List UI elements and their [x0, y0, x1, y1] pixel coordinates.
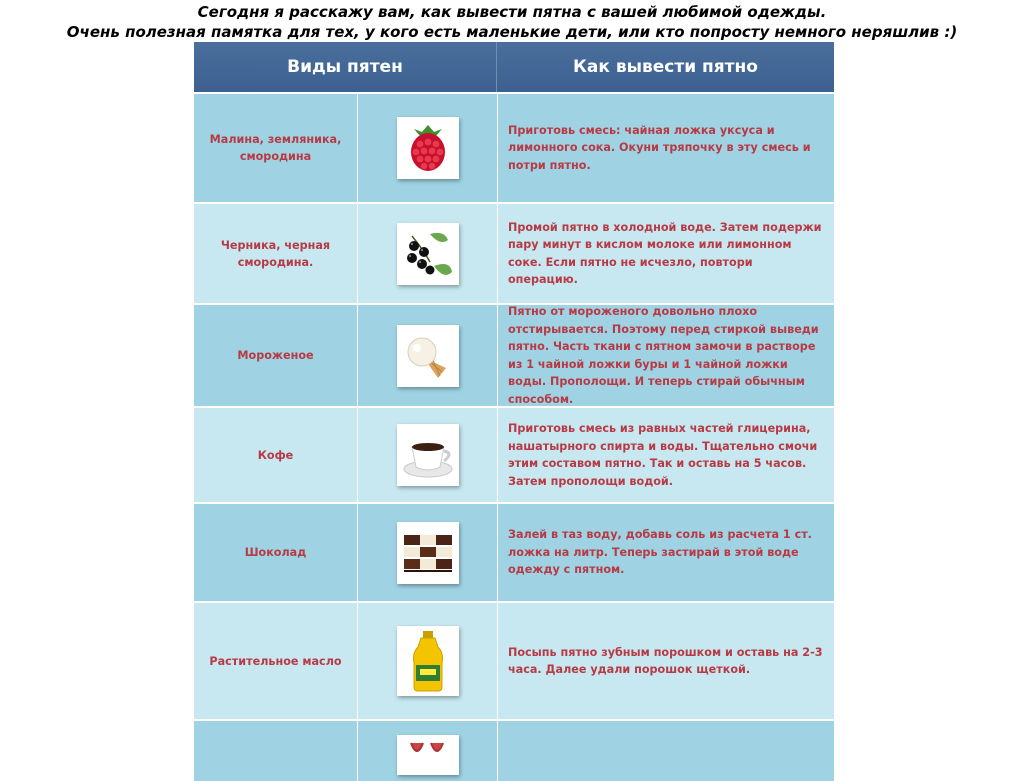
intro-line-1: Сегодня я расскажу вам, как вывести пятна с вашей любимой одежды.	[197, 3, 827, 21]
table-row	[194, 406, 834, 502]
stain-name: Кофе	[257, 448, 294, 462]
header-how-to-remove: Как вывести пятно	[496, 42, 834, 92]
table-row	[194, 502, 834, 601]
table-row	[194, 202, 834, 303]
intro-text	[0, 2, 1024, 42]
removal-method: Пятно от мороженого довольно плохо отстирывается. Поэтому перед стиркой выведи пятно. Часть ткани с пятном замочи в растворе из 1 чайной ложки буры и 1 чайной ложки воды. Прополощи. И теперь стирай обычным способом.	[497, 305, 834, 406]
removal-method: Приготовь смесь: чайная ложка уксуса и лимонного сока. Окуни тряпочку в эту смесь и потри пятно.	[497, 94, 834, 202]
ice-cream-icon	[397, 325, 459, 387]
table-row	[194, 303, 834, 406]
intro-line-2: Очень полезная памятка для тех, у кого есть маленькие дети, или кто попросту немного неряшлив :)	[66, 23, 958, 41]
stain-name: Малина, земляника, смородина	[209, 133, 342, 163]
chocolate-icon	[397, 522, 459, 584]
stain-table	[194, 42, 834, 781]
coffee-cup-icon	[397, 424, 459, 486]
stain-name: Растительное масло	[209, 654, 342, 668]
wine-glass-icon	[397, 735, 459, 775]
removal-method: Залей в таз воду, добавь соль из расчета 1 ст. ложка на литр. Теперь застирай в этой воде одежду с пятном.	[497, 504, 834, 601]
oil-bottle-icon	[397, 626, 459, 696]
table-row	[194, 601, 834, 719]
removal-method: Приготовь смесь из равных частей глицерина, нашатырного спирта и воды. Тщательно смочи этим составом пятно. Так и оставь на 5 часов. Затем прополощи водой.	[497, 408, 834, 502]
raspberry-icon	[397, 117, 459, 179]
table-header	[194, 42, 834, 92]
blackcurrant-icon	[397, 223, 459, 285]
stain-name: Черника, черная смородина.	[220, 238, 331, 269]
table-row	[194, 92, 834, 202]
header-stain-types: Виды пятен	[287, 57, 403, 77]
removal-method: Посыпь пятно зубным порошком и оставь на 2-3 часа. Далее удали порошок щеткой.	[497, 603, 834, 719]
removal-method: Промой пятно в холодной воде. Затем подержи пару минут в кислом молоке или лимонном соке. Если пятно не исчезло, повтори операцию.	[497, 204, 834, 303]
stain-name: Шоколад	[244, 546, 307, 559]
table-row-partial	[194, 719, 834, 781]
stain-name: Мороженое	[237, 349, 314, 362]
